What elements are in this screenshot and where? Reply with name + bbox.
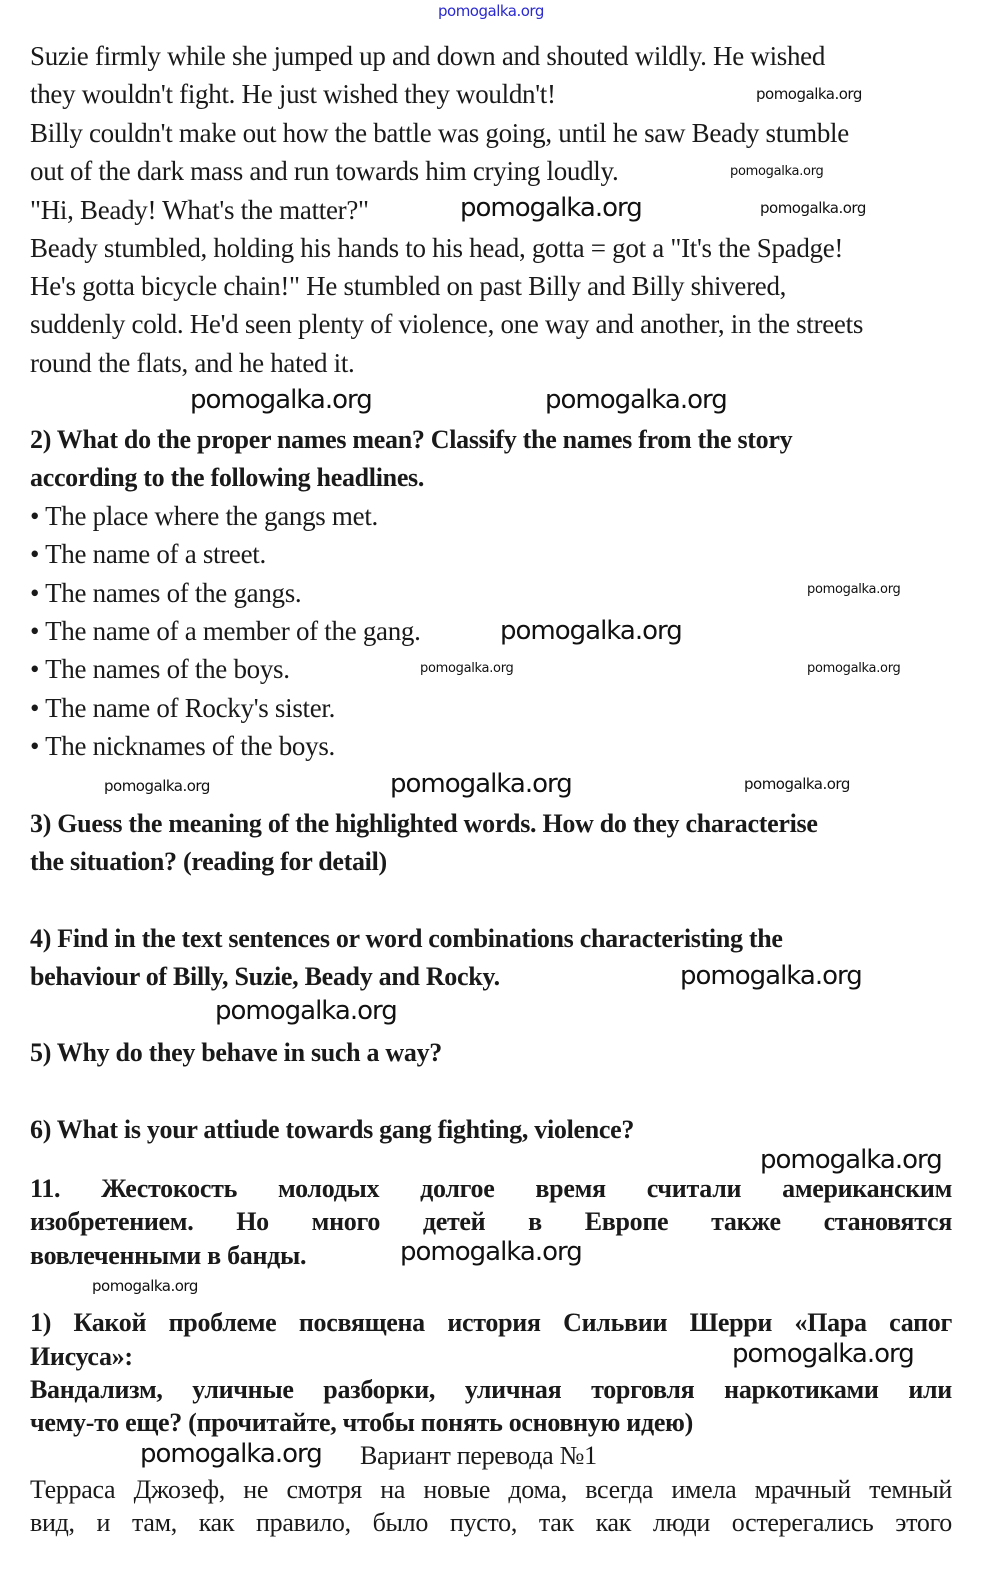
question-1-line: чему-то еще? (прочитайте, чтобы понять основную идею): [30, 1408, 693, 1437]
bullet-item: • The nicknames of the boys.: [30, 731, 335, 761]
watermark: pomogalka.org: [760, 199, 866, 217]
task-4-heading: 4) Find in the text sentences or word combinations characteristing the: [30, 924, 783, 953]
passage-line: out of the dark mass and run towards him crying loudly.: [30, 156, 619, 186]
watermark: pomogalka.org: [500, 616, 682, 646]
task-heading: according to the following headlines.: [30, 463, 425, 492]
question-1-line: 1) Какой проблеме посвящена история Сильвии Шерри «Пара сапог: [30, 1308, 952, 1337]
task-heading: 2) What do the proper names mean? Classify the names from the story: [30, 425, 793, 454]
passage-line: He's gotta bicycle chain!" He stumbled on past Billy and Billy shivered,: [30, 271, 787, 301]
watermark: pomogalka.org: [744, 775, 850, 793]
watermark: pomogalka.org: [807, 582, 901, 597]
bullet-item: • The name of a street.: [30, 539, 266, 569]
watermark: pomogalka.org: [730, 164, 824, 179]
watermark: pomogalka.org: [756, 85, 862, 103]
passage-line: suddenly cold. He'd seen plenty of violence, one way and another, in the streets: [30, 309, 864, 339]
passage-line: "Hi, Beady! What's the matter?": [30, 195, 369, 225]
bullet-item: • The name of a member of the gang.: [30, 616, 421, 646]
bullet-item: • The names of the boys.: [30, 654, 290, 684]
section-11-line: изобретением. Но много детей в Европе также становятся: [30, 1207, 952, 1236]
passage-line: round the flats, and he hated it.: [30, 348, 355, 378]
section-11-line: 11. Жестокость молодых долгое время считали американским: [30, 1174, 952, 1203]
watermark: pomogalka.org: [460, 193, 642, 223]
passage-line: they wouldn't fight. He just wished they wouldn't!: [30, 79, 556, 109]
watermark: pomogalka.org: [760, 1145, 942, 1175]
bullet-item: • The place where the gangs met.: [30, 501, 378, 531]
watermark: pomogalka.org: [420, 661, 514, 676]
passage-line: Suzie firmly while she jumped up and down and shouted wildly. He wished: [30, 41, 826, 71]
bullet-item: • The names of the gangs.: [30, 578, 302, 608]
task-6-heading: 6) What is your attiude towards gang fighting, violence?: [30, 1115, 635, 1144]
watermark: pomogalka.org: [807, 661, 901, 676]
section-11-line: вовлеченными в банды.: [30, 1241, 307, 1270]
watermark: pomogalka.org: [732, 1339, 914, 1369]
question-1-line: Вандализм, уличные разборки, уличная торговля наркотиками или: [30, 1375, 952, 1404]
task-5-heading: 5) Why do they behave in such a way?: [30, 1038, 443, 1067]
watermark: pomogalka.org: [545, 385, 727, 415]
variant-label: Вариант перевода №1: [360, 1441, 597, 1470]
translation-line: Терраса Джозеф, не смотря на новые дома, всегда имела мрачный темный: [30, 1475, 952, 1504]
task-4-heading: behaviour of Billy, Suzie, Beady and Rocky.: [30, 962, 500, 991]
watermark: pomogalka.org: [215, 996, 397, 1026]
watermark: pomogalka.org: [104, 777, 210, 795]
passage-line: Beady stumbled, holding his hands to his head, gotta = got a "It's the Spadge!: [30, 233, 844, 263]
translation-line: вид, и там, как правило, было пусто, так как люди остерегались этого: [30, 1508, 952, 1537]
watermark: pomogalka.org: [140, 1439, 322, 1469]
bullet-item: • The name of Rocky's sister.: [30, 693, 336, 723]
watermark: pomogalka.org: [390, 769, 572, 799]
question-1-line: Иисуса»:: [30, 1342, 133, 1371]
task-3-heading: 3) Guess the meaning of the highlighted words. How do they characterise: [30, 809, 818, 838]
passage-line: Billy couldn't make out how the battle was going, until he saw Beady stumble: [30, 118, 849, 148]
watermark: pomogalka.org: [400, 1237, 582, 1267]
watermark: pomogalka.org: [680, 961, 862, 991]
watermark: pomogalka.org: [92, 1277, 198, 1295]
task-3-heading: the situation? (reading for detail): [30, 847, 387, 876]
watermark: pomogalka.org: [190, 385, 372, 415]
header-watermark-link[interactable]: pomogalka.org: [438, 2, 544, 20]
